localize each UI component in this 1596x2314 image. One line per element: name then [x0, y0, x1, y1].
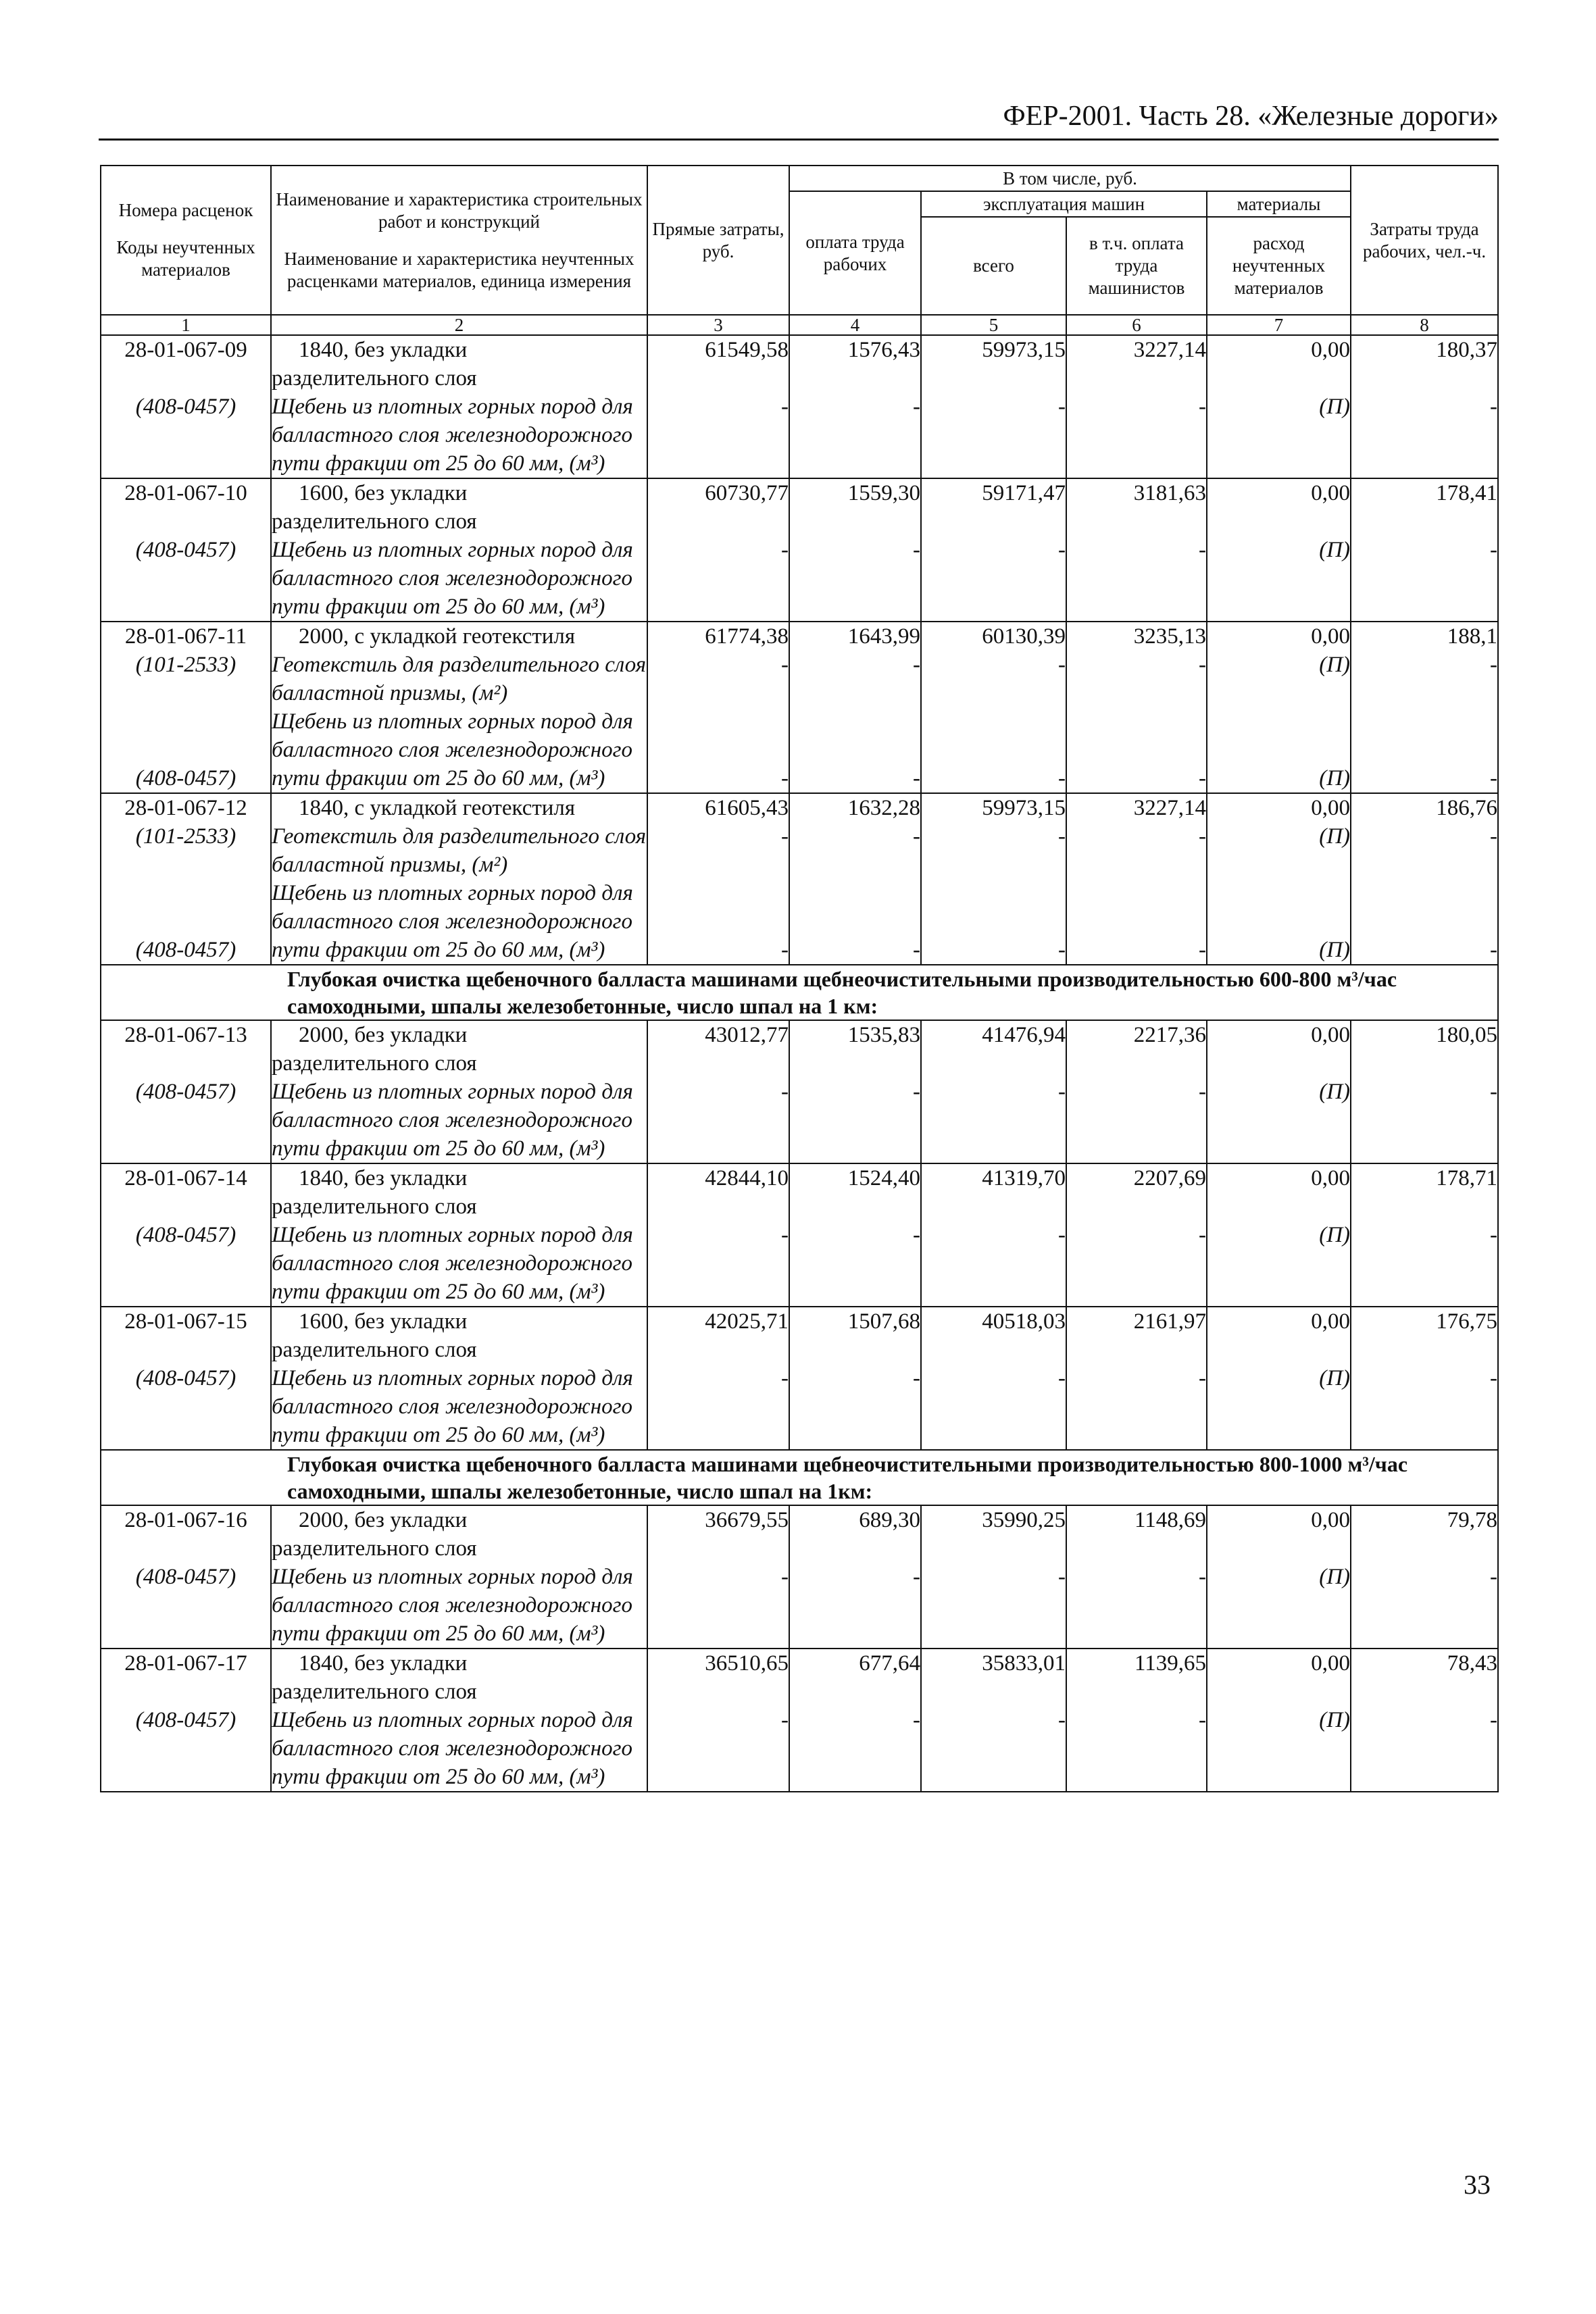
- dash-placeholder: -: [1058, 938, 1066, 962]
- value: 178,41: [1436, 481, 1498, 505]
- value-cell: [1351, 1163, 1498, 1307]
- material-name: Щебень из плотных горных пород для балластного слоя железнодорожного пути фракции от 25 до 60 мм, (м³): [272, 1080, 633, 1161]
- material-name: Щебень из плотных горных пород для балластного слоя железнодорожного пути фракции от 25 до 60 мм, (м³): [272, 709, 633, 790]
- dash-placeholder: -: [1199, 1223, 1206, 1247]
- table-row: [101, 1505, 1498, 1649]
- material-usage: (П): [1319, 1080, 1351, 1104]
- dash-placeholder: -: [913, 1080, 920, 1104]
- dash-placeholder: -: [781, 1708, 789, 1732]
- value: 0,00: [1311, 624, 1351, 649]
- value-cell: [921, 1020, 1066, 1163]
- header-name: Наименование и характеристика строительных работ и конструкций Наименование и характеристика неучтенных расценками материалов, единица измерения: [271, 166, 647, 315]
- value-cell: [1066, 622, 1207, 793]
- dash-placeholder: -: [1199, 653, 1206, 677]
- value-cell: [789, 478, 921, 622]
- table-row: [101, 622, 1498, 793]
- dash-placeholder: -: [1058, 1223, 1066, 1247]
- column-number: 6: [1066, 315, 1207, 335]
- value-cell: [921, 478, 1066, 622]
- rate-code-cell: [101, 1505, 271, 1649]
- dash-placeholder: -: [1199, 538, 1206, 562]
- value-cell: [1066, 1505, 1207, 1649]
- value: 79,78: [1447, 1508, 1498, 1532]
- value-cell: [1066, 478, 1207, 622]
- value-cell: [1207, 1307, 1351, 1450]
- dash-placeholder: -: [1058, 653, 1066, 677]
- column-number: 5: [921, 315, 1066, 335]
- rate-number: 28-01-067-14: [124, 1166, 247, 1190]
- header-labor-pay: оплата труда рабочих: [789, 191, 921, 315]
- value-cell: [1351, 622, 1498, 793]
- dash-placeholder: -: [781, 1366, 789, 1390]
- value: 2207,69: [1133, 1166, 1206, 1190]
- material-code: (408-0457): [135, 538, 236, 562]
- material-usage: (П): [1319, 1565, 1351, 1589]
- value-cell: [1066, 1649, 1207, 1792]
- value: 35833,01: [982, 1651, 1066, 1676]
- value-cell: [921, 622, 1066, 793]
- rate-number: 28-01-067-09: [124, 338, 247, 362]
- dash-placeholder: -: [1199, 1080, 1206, 1104]
- rate-number: 28-01-067-13: [124, 1023, 247, 1047]
- dash-placeholder: -: [1490, 766, 1498, 790]
- dash-placeholder: -: [1199, 766, 1206, 790]
- rate-code-cell: [101, 1163, 271, 1307]
- work-name: 1840, без укладки: [299, 1651, 468, 1676]
- dash-placeholder: -: [781, 1080, 789, 1104]
- value: 178,71: [1436, 1166, 1498, 1190]
- material-usage: (П): [1319, 1708, 1351, 1732]
- work-name: 1840, без укладки: [299, 1166, 468, 1190]
- work-name: 1840, без укладки: [299, 338, 468, 362]
- material-code: (408-0457): [135, 1080, 236, 1104]
- material-name: Щебень из плотных горных пород для балластного слоя железнодорожного пути фракции от 25 до 60 мм, (м³): [272, 538, 633, 619]
- name-cell: [271, 1163, 647, 1307]
- dash-placeholder: -: [781, 824, 789, 849]
- name-cell: [271, 622, 647, 793]
- material-name: Щебень из плотных горных пород для балластного слоя железнодорожного пути фракции от 25 до 60 мм, (м³): [272, 1223, 633, 1304]
- work-name-continued: разделительного слоя: [272, 1194, 477, 1219]
- value-cell: [647, 1163, 789, 1307]
- dash-placeholder: -: [1199, 824, 1206, 849]
- table-row: [101, 335, 1498, 478]
- rate-code-cell: [101, 793, 271, 965]
- table-row: [101, 793, 1498, 965]
- dash-placeholder: -: [1058, 1366, 1066, 1390]
- value-cell: [1207, 335, 1351, 478]
- value: 42025,71: [705, 1309, 789, 1334]
- dash-placeholder: -: [1490, 1366, 1498, 1390]
- work-name-continued: разделительного слоя: [272, 1536, 477, 1561]
- value-cell: [1207, 1505, 1351, 1649]
- value-cell: [1351, 1020, 1498, 1163]
- value: 176,75: [1436, 1309, 1498, 1334]
- value-cell: [647, 1505, 789, 1649]
- rate-number: 28-01-067-12: [124, 796, 247, 820]
- name-cell: [271, 335, 647, 478]
- dash-placeholder: -: [913, 766, 920, 790]
- value: 61549,58: [705, 338, 789, 362]
- material-name: Щебень из плотных горных пород для балластного слоя железнодорожного пути фракции от 25 до 60 мм, (м³): [272, 1565, 633, 1646]
- table-body: [101, 335, 1498, 1792]
- section-heading: Глубокая очистка щебеночного балласта машинами щебнеочистительными производительностью 600-800 м³/час самоходными, шпалы железобетонные, число шпал на 1 км:: [101, 965, 1498, 1020]
- rate-code-cell: [101, 478, 271, 622]
- dash-placeholder: -: [913, 395, 920, 419]
- value-cell: [789, 1020, 921, 1163]
- material-code: (408-0457): [135, 395, 236, 419]
- value-cell: [789, 1163, 921, 1307]
- value-cell: [647, 1020, 789, 1163]
- material-usage: (П): [1319, 395, 1351, 419]
- header-rule: [99, 139, 1499, 141]
- rate-code-cell: [101, 1020, 271, 1163]
- column-number: 4: [789, 315, 921, 335]
- rate-number: 28-01-067-17: [124, 1651, 247, 1676]
- dash-placeholder: -: [1058, 538, 1066, 562]
- material-usage: (П): [1319, 1223, 1351, 1247]
- value-cell: [789, 1307, 921, 1450]
- dash-placeholder: -: [1490, 938, 1498, 962]
- value: 1632,28: [847, 796, 920, 820]
- value: 41476,94: [982, 1023, 1066, 1047]
- value: 2217,36: [1133, 1023, 1206, 1047]
- dash-placeholder: -: [1199, 395, 1206, 419]
- value-cell: [647, 1649, 789, 1792]
- value-cell: [1207, 1020, 1351, 1163]
- material-usage: (П): [1319, 766, 1351, 790]
- rate-number: 28-01-067-11: [124, 624, 247, 649]
- value: 78,43: [1447, 1651, 1498, 1676]
- value: 1148,69: [1134, 1508, 1206, 1532]
- value: 1139,65: [1134, 1651, 1206, 1676]
- dash-placeholder: -: [913, 938, 920, 962]
- value-cell: [1066, 1020, 1207, 1163]
- value: 41319,70: [982, 1166, 1066, 1190]
- dash-placeholder: -: [1058, 1708, 1066, 1732]
- rate-number: 28-01-067-10: [124, 481, 247, 505]
- work-name: 2000, без укладки: [299, 1508, 468, 1532]
- value: 59973,15: [982, 796, 1066, 820]
- value-cell: [1351, 478, 1498, 622]
- value-cell: [921, 1505, 1066, 1649]
- dash-placeholder: -: [913, 538, 920, 562]
- value: 35990,25: [982, 1508, 1066, 1532]
- dash-placeholder: -: [781, 653, 789, 677]
- header-rate-codes: Номера расценок Коды неучтенных материалов: [101, 166, 271, 315]
- table-row: [101, 1307, 1498, 1450]
- material-code: (408-0457): [135, 766, 236, 790]
- material-code: (408-0457): [135, 1565, 236, 1589]
- rate-code-cell: [101, 622, 271, 793]
- column-number: 2: [271, 315, 647, 335]
- value: 59973,15: [982, 338, 1066, 362]
- dash-placeholder: -: [1058, 1080, 1066, 1104]
- value: 0,00: [1311, 796, 1351, 820]
- dash-placeholder: -: [1199, 1565, 1206, 1589]
- value-cell: [647, 335, 789, 478]
- value-cell: [1066, 335, 1207, 478]
- material-code: (408-0457): [135, 1366, 236, 1390]
- material-code: (101-2533): [135, 824, 236, 849]
- header-machines: эксплуатация машин: [921, 191, 1207, 217]
- dash-placeholder: -: [1199, 938, 1206, 962]
- dash-placeholder: -: [913, 1565, 920, 1589]
- value: 186,76: [1436, 796, 1498, 820]
- value: 180,05: [1436, 1023, 1498, 1047]
- work-name: 1600, без укладки: [299, 1309, 468, 1334]
- work-name: 1840, с укладкой геотекстиля: [299, 796, 576, 820]
- material-name: Геотекстиль для разделительного слоя балластной призмы, (м²): [272, 824, 647, 877]
- table-row: [101, 1163, 1498, 1307]
- work-name-continued: разделительного слоя: [272, 509, 477, 534]
- header-machines-total: всего: [921, 217, 1066, 315]
- page-number: 33: [1464, 2169, 1491, 2200]
- dash-placeholder: -: [1490, 1223, 1498, 1247]
- value-cell: [1066, 1163, 1207, 1307]
- header-materials-usage: расход неучтенных материалов: [1207, 217, 1351, 315]
- column-number: 3: [647, 315, 789, 335]
- dash-placeholder: -: [913, 1223, 920, 1247]
- material-usage: (П): [1319, 938, 1351, 962]
- table-row: [101, 1649, 1498, 1792]
- value: 0,00: [1311, 1651, 1351, 1676]
- name-cell: [271, 1307, 647, 1450]
- value-cell: [921, 1307, 1066, 1450]
- material-name: Геотекстиль для разделительного слоя балластной призмы, (м²): [272, 653, 647, 705]
- column-numbers-row: [101, 315, 1498, 335]
- material-usage: (П): [1319, 1366, 1351, 1390]
- name-cell: [271, 1649, 647, 1792]
- dash-placeholder: -: [1490, 1080, 1498, 1104]
- value-cell: [1207, 478, 1351, 622]
- value: 36510,65: [705, 1651, 789, 1676]
- value-cell: [789, 622, 921, 793]
- work-name-continued: разделительного слоя: [272, 1680, 477, 1704]
- value: 61605,43: [705, 796, 789, 820]
- value: 188,1: [1447, 624, 1498, 649]
- dash-placeholder: -: [781, 1565, 789, 1589]
- value-cell: [647, 1307, 789, 1450]
- work-name-continued: разделительного слоя: [272, 1051, 477, 1076]
- name-cell: [271, 1505, 647, 1649]
- header-labor-cost: Затраты труда рабочих, чел.-ч.: [1351, 166, 1498, 315]
- rate-code-cell: [101, 1307, 271, 1450]
- value-cell: [1351, 1505, 1498, 1649]
- material-name: Щебень из плотных горных пород для балластного слоя железнодорожного пути фракции от 25 до 60 мм, (м³): [272, 395, 633, 476]
- material-name: Щебень из плотных горных пород для балластного слоя железнодорожного пути фракции от 25 до 60 мм, (м³): [272, 1708, 633, 1789]
- table-row: [101, 1020, 1498, 1163]
- rate-code-cell: [101, 1649, 271, 1792]
- dash-placeholder: -: [1490, 538, 1498, 562]
- value-cell: [789, 1505, 921, 1649]
- rate-code-cell: [101, 335, 271, 478]
- value: 42844,10: [705, 1166, 789, 1190]
- value: 43012,77: [705, 1023, 789, 1047]
- value-cell: [1351, 1649, 1498, 1792]
- dash-placeholder: -: [781, 395, 789, 419]
- value: 60130,39: [982, 624, 1066, 649]
- value: 180,37: [1436, 338, 1498, 362]
- value: 0,00: [1311, 1166, 1351, 1190]
- value: 36679,55: [705, 1508, 789, 1532]
- value: 1576,43: [847, 338, 920, 362]
- work-name-continued: разделительного слоя: [272, 366, 477, 391]
- dash-placeholder: -: [1490, 1565, 1498, 1589]
- column-number: 7: [1207, 315, 1351, 335]
- name-cell: [271, 793, 647, 965]
- value-cell: [1207, 793, 1351, 965]
- value: 0,00: [1311, 1023, 1351, 1047]
- work-name-continued: разделительного слоя: [272, 1338, 477, 1362]
- material-code: (408-0457): [135, 1708, 236, 1732]
- value-cell: [1351, 1307, 1498, 1450]
- value: 0,00: [1311, 338, 1351, 362]
- material-code: (101-2533): [135, 653, 236, 677]
- dash-placeholder: -: [913, 824, 920, 849]
- value-cell: [1066, 793, 1207, 965]
- value: 689,30: [859, 1508, 920, 1532]
- dash-placeholder: -: [1058, 766, 1066, 790]
- dash-placeholder: -: [1199, 1708, 1206, 1732]
- dash-placeholder: -: [781, 538, 789, 562]
- value-cell: [921, 1649, 1066, 1792]
- value: 1535,83: [847, 1023, 920, 1047]
- rate-number: 28-01-067-16: [124, 1508, 247, 1532]
- value-cell: [1351, 793, 1498, 965]
- value-cell: [789, 1649, 921, 1792]
- value: 0,00: [1311, 1508, 1351, 1532]
- value-cell: [789, 793, 921, 965]
- value: 1643,99: [847, 624, 920, 649]
- dash-placeholder: -: [913, 653, 920, 677]
- value: 3227,14: [1133, 796, 1206, 820]
- material-usage: (П): [1319, 653, 1351, 677]
- value-cell: [1207, 1163, 1351, 1307]
- value: 40518,03: [982, 1309, 1066, 1334]
- section-heading: Глубокая очистка щебеночного балласта машинами щебнеочистительными производительностью 800-1000 м³/час самоходными, шпалы железобетонные, число шпал на 1км:: [101, 1450, 1498, 1505]
- name-cell: [271, 1020, 647, 1163]
- value: 1507,68: [847, 1309, 920, 1334]
- table-header: [101, 166, 1498, 335]
- value: 3227,14: [1133, 338, 1206, 362]
- value-cell: [647, 622, 789, 793]
- value-cell: [647, 793, 789, 965]
- rates-table: [100, 165, 1499, 1792]
- material-code: (408-0457): [135, 1223, 236, 1247]
- value-cell: [921, 793, 1066, 965]
- running-header: ФЕР-2001. Часть 28. «Железные дороги»: [1003, 101, 1499, 132]
- value-cell: [789, 335, 921, 478]
- name-cell: [271, 478, 647, 622]
- table-row: [101, 478, 1498, 622]
- dash-placeholder: -: [1058, 824, 1066, 849]
- header-direct-costs: Прямые затраты, руб.: [647, 166, 789, 315]
- value: 59171,47: [982, 481, 1066, 505]
- header-including: В том числе, руб.: [789, 166, 1351, 191]
- section-heading-row: [101, 965, 1498, 1020]
- dash-placeholder: -: [913, 1708, 920, 1732]
- material-name: Щебень из плотных горных пород для балластного слоя железнодорожного пути фракции от 25 до 60 мм, (м³): [272, 881, 633, 962]
- dash-placeholder: -: [781, 1223, 789, 1247]
- value-cell: [1066, 1307, 1207, 1450]
- value: 2161,97: [1133, 1309, 1206, 1334]
- material-usage: (П): [1319, 538, 1351, 562]
- value-cell: [1351, 335, 1498, 478]
- value: 3181,63: [1133, 481, 1206, 505]
- value: 1559,30: [847, 481, 920, 505]
- header-machines-operators: в т.ч. оплата труда машинистов: [1066, 217, 1207, 315]
- value-cell: [1207, 1649, 1351, 1792]
- value: 677,64: [859, 1651, 920, 1676]
- column-number: 8: [1351, 315, 1498, 335]
- dash-placeholder: -: [1199, 1366, 1206, 1390]
- material-name: Щебень из плотных горных пород для балластного слоя железнодорожного пути фракции от 25 до 60 мм, (м³): [272, 1366, 633, 1447]
- work-name: 2000, с укладкой геотекстиля: [299, 624, 576, 649]
- dash-placeholder: -: [913, 1366, 920, 1390]
- value-cell: [921, 335, 1066, 478]
- dash-placeholder: -: [781, 938, 789, 962]
- value: 1524,40: [847, 1166, 920, 1190]
- rate-number: 28-01-067-15: [124, 1309, 247, 1334]
- dash-placeholder: -: [781, 766, 789, 790]
- dash-placeholder: -: [1490, 395, 1498, 419]
- column-number: 1: [101, 315, 271, 335]
- header-materials: материалы: [1207, 191, 1351, 217]
- dash-placeholder: -: [1490, 653, 1498, 677]
- work-name: 2000, без укладки: [299, 1023, 468, 1047]
- dash-placeholder: -: [1490, 824, 1498, 849]
- value: 0,00: [1311, 1309, 1351, 1334]
- value-cell: [647, 478, 789, 622]
- value: 3235,13: [1133, 624, 1206, 649]
- value-cell: [921, 1163, 1066, 1307]
- value: 0,00: [1311, 481, 1351, 505]
- material-code: (408-0457): [135, 938, 236, 962]
- dash-placeholder: -: [1058, 1565, 1066, 1589]
- value: 60730,77: [705, 481, 789, 505]
- value-cell: [1207, 622, 1351, 793]
- section-heading-row: [101, 1450, 1498, 1505]
- value: 61774,38: [705, 624, 789, 649]
- dash-placeholder: -: [1058, 395, 1066, 419]
- material-usage: (П): [1319, 824, 1351, 849]
- dash-placeholder: -: [1490, 1708, 1498, 1732]
- work-name: 1600, без укладки: [299, 481, 468, 505]
